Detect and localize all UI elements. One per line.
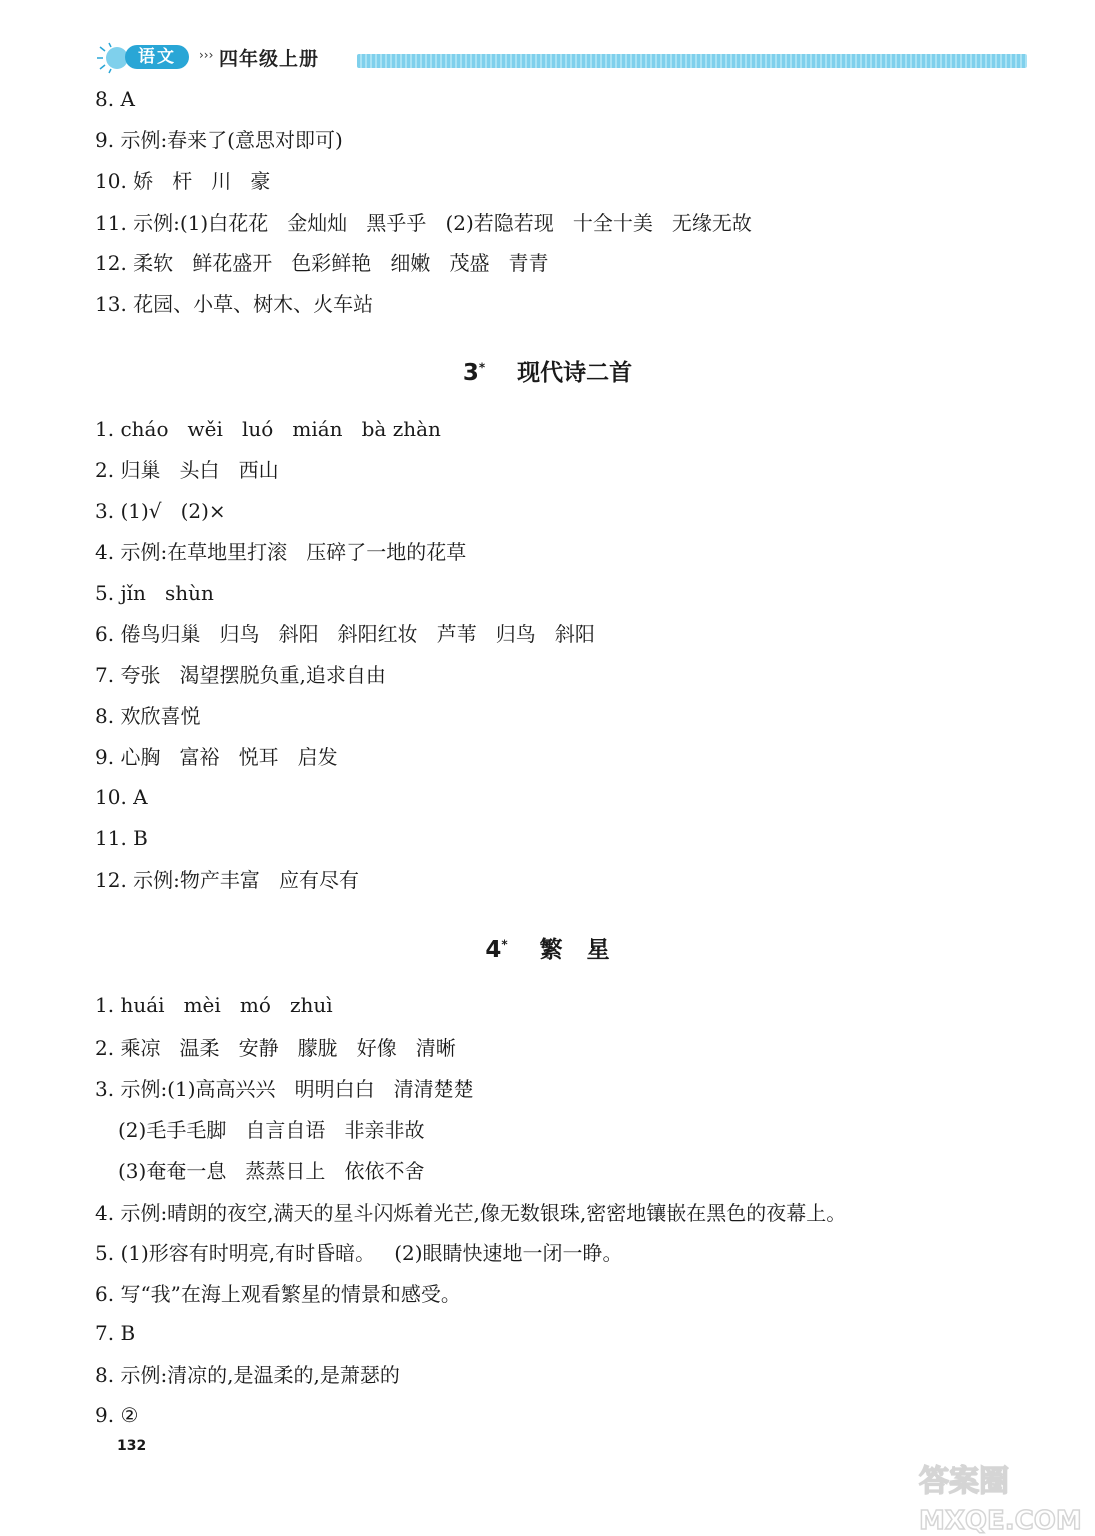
answer-line: 5. jǐn shùn bbox=[95, 581, 214, 605]
page-header bbox=[95, 42, 1027, 74]
answer-line: 11. 示例:(1)白花花 金灿灿 黑乎乎 (2)若隐若现 十全十美 无缘无故 bbox=[95, 211, 752, 235]
answer-line: 10. 娇 杆 川 豪 bbox=[95, 169, 271, 193]
answer-line: 3. 示例:(1)高高兴兴 明明白白 清清楚楚 bbox=[95, 1077, 474, 1101]
answer-line: 12. 示例:物产丰富 应有尽有 bbox=[95, 868, 359, 892]
section-mark: * bbox=[478, 360, 486, 375]
answer-line: 1. cháo wěi luó mián bà zhàn bbox=[95, 417, 441, 441]
grade-label: 四年级上册 bbox=[219, 48, 320, 70]
answer-line: 7. 夸张 渴望摆脱负重,追求自由 bbox=[95, 663, 386, 687]
answer-line: 8. 示例:清凉的,是温柔的,是萧瑟的 bbox=[95, 1363, 400, 1387]
answer-line: 5. (1)形容有时明亮,有时昏暗。 (2)眼睛快速地一闭一睁。 bbox=[95, 1241, 623, 1265]
section-title bbox=[0, 931, 1095, 964]
section-mark: * bbox=[501, 937, 508, 952]
section-number: 4 bbox=[485, 937, 502, 963]
answer-line: 1. huái mèi mó zhuì bbox=[95, 993, 333, 1017]
section-title-text: 现代诗二首 bbox=[517, 360, 633, 386]
answer-line: 11. B bbox=[95, 826, 148, 850]
answer-line: 7. B bbox=[95, 1321, 136, 1345]
answer-line: 13. 花园、小草、树木、火车站 bbox=[95, 292, 374, 316]
answer-line: (3)奄奄一息 蒸蒸日上 依依不舍 bbox=[118, 1159, 425, 1183]
answer-line: 9. ② bbox=[95, 1403, 139, 1427]
header-bar bbox=[357, 54, 1027, 68]
answer-line: 9. 示例:春来了(意思对即可) bbox=[95, 128, 343, 152]
watermark-logo bbox=[915, 1455, 1085, 1535]
page-number: 132 bbox=[117, 1438, 147, 1454]
answer-line: 6. 倦鸟归巢 归鸟 斜阳 斜阳红妆 芦苇 归鸟 斜阳 bbox=[95, 622, 595, 646]
watermark-line2: MXQE.COM bbox=[919, 1506, 1082, 1535]
answer-line: 12. 柔软 鲜花盛开 色彩鲜艳 细嫩 茂盛 青青 bbox=[95, 251, 549, 275]
answer-line: (2)毛手毛脚 自言自语 非亲非故 bbox=[118, 1118, 425, 1142]
answer-line: 4. 示例:晴朗的夜空,满天的星斗闪烁着光芒,像无数银珠,密密地镶嵌在黑色的夜幕上。 bbox=[95, 1201, 847, 1225]
section-title-text: 繁 星 bbox=[539, 937, 610, 963]
answer-line: 10. A bbox=[95, 785, 148, 809]
answer-line: 8. 欢欣喜悦 bbox=[95, 704, 201, 728]
answer-line: 2. 乘凉 温柔 安静 朦胧 好像 清晰 bbox=[95, 1036, 456, 1060]
section-number: 3 bbox=[462, 360, 479, 386]
answer-line: 3. (1)√ (2)× bbox=[95, 499, 226, 523]
answer-line: 9. 心胸 富裕 悦耳 启发 bbox=[95, 745, 338, 769]
subject-badge: 语文 bbox=[125, 45, 189, 69]
answer-line: 6. 写“我”在海上观看繁星的情景和感受。 bbox=[95, 1282, 461, 1306]
watermark-line1: 答案圈 bbox=[919, 1464, 1009, 1499]
answer-line: 2. 归巢 头白 西山 bbox=[95, 458, 279, 482]
section-title bbox=[0, 354, 1095, 387]
header-arrows: ››› bbox=[199, 48, 214, 62]
answer-line: 4. 示例:在草地里打滚 压碎了一地的花草 bbox=[95, 540, 467, 564]
answer-line: 8. A bbox=[95, 87, 135, 111]
